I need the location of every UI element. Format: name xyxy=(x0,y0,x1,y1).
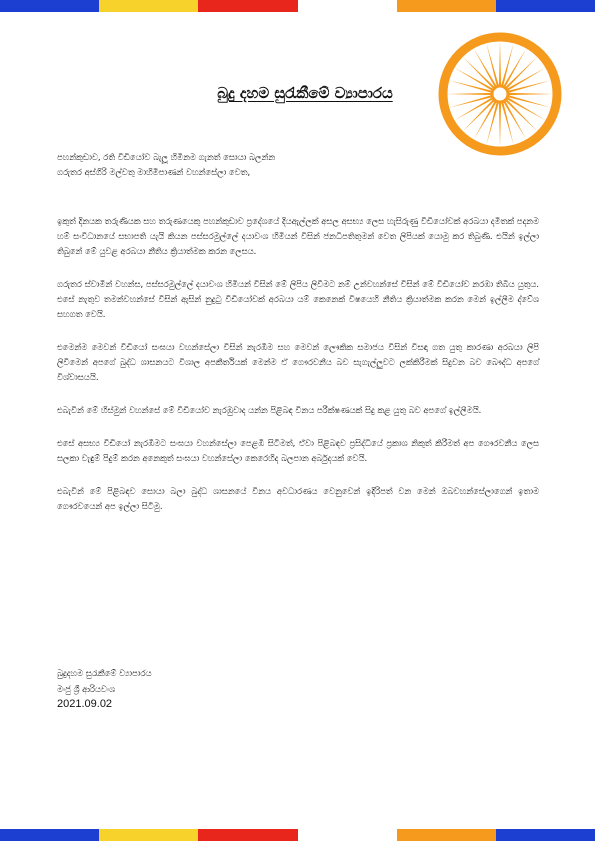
letter-paragraph: එබැවින් මේ හිස්මුන් වහන්සේ මේ වීඩියෝව නැරඹුවාද යන්න පිළිබඳ විනය පරීක්ෂණයක් සිදු කළ යුතු බව අපගේ ඉල්ලීමයි. xyxy=(57,405,482,415)
letter-salutation: ගරුතර අස්ගිරි මල්වතු මාහිමිපාණන් වහන්සේලා වෙත, xyxy=(57,167,251,177)
flag-stripe-yellow xyxy=(99,829,198,841)
letter-body xyxy=(57,150,539,514)
flag-stripe-white xyxy=(298,0,397,12)
flag-color-strip-bottom xyxy=(0,829,595,841)
letter-date: 2021.09.02 xyxy=(57,698,113,710)
letter-paragraph: එසේ අසභ්‍ය වීඩියෝ නැරඹීමට සංඝයා වහන්සේලා පෙළඹී සිටීමත්, ඒවා පිළිබඳව ප්‍රසිද්ධියේ ප්‍රකාශ නිකුත් කිරීමත් අප ගෞරවනීය ලෙස සලකා වැඳුම් පිදුම් කරන අනෙකුත් සංඝයා වහන්සේලා කෙරෙහිද බලපාන අර්බුදයක් වෙයි. xyxy=(57,438,539,463)
flag-stripe-orange xyxy=(397,829,496,841)
flag-stripe-white xyxy=(298,829,397,841)
flag-stripe-blue xyxy=(0,0,99,12)
letter-paragraph: ඉකුත් දිනයක තරුණියක සහ තරුණයෙකු පහන්කුඩාව ප්‍රදේශයේ දියඇල්ලක් අසල අසභ්‍ය ලෙස හැසිරුණු වීඩියෝවක් අරබයා දමිතක් පදනම හම් සංවිධානයේ සභාපති යැයි කියන පස්සරමුල්ලේ දයාවංශ හිමියන් විසින් ජනධිපතිතුමන් වෙත ලිපියක් යොමු කර තිබුණි. එයින් ඉල්ලා තිබුනේ මේ යුවළ අරබයා නීතිය ක්‍රියාත්මක කරන ලෙසය. xyxy=(57,216,539,256)
letter-paragraph: ගරුතර ස්වාමීන් වහන්ස, පස්සරමුල්ලේ දයාවංශ හිමියන් විසින් මේ ලිපිය ලිවීමට නම් උන්වහන්සේ විසින් මේ වීඩියෝව නරඹා තිබිය යුතුය. එසේ නැතුව තමන්වහන්සේ විසින් ඇසින් නුදුටු වීඩියෝවක් අරබයා යම් කෙනෙක් විෂයෙහි නීතිය ක්‍රියාත්මක කරන මෙන් ඉල්ලීම ද්වේශ සහගත වෙයි. xyxy=(57,279,539,319)
flag-stripe-red xyxy=(198,829,297,841)
dharma-chakra-icon xyxy=(438,32,562,156)
signature-name: මංජු ශ්‍රී ආරියවංශ xyxy=(57,683,116,694)
flag-color-strip-top xyxy=(0,0,595,12)
letter-paragraph: එබැවින් මේ පිළිබඳව සොයා බලා බුද්ධ ශාසනයේ විනය අවධාරණය වෙනුවෙන් ඉදිරිපත් වන මෙන් ඔබවහන්සේලාගෙන් ඉතාම ගෞරවයෙන් අප ඉල්ලා සිටිමු. xyxy=(57,486,539,511)
flag-stripe-red xyxy=(198,0,297,12)
flag-stripe-orange xyxy=(397,0,496,12)
flag-stripe-blue xyxy=(496,829,595,841)
page-title: බුදු දහම සුරැකීමේ ව්‍යාපාරය xyxy=(217,84,393,102)
flag-stripe-yellow xyxy=(99,0,198,12)
signature-organization: බුදුදහම සුරැකීමේ ව්‍යාපාරය xyxy=(57,668,152,678)
flag-stripe-blue xyxy=(0,829,99,841)
letter-subject: පහන්කුඩාව, රති වීඩියෝව බැලූ හිමිනම ගැනත් සොයා බලන්න xyxy=(57,152,276,162)
flag-stripe-blue xyxy=(496,0,595,12)
letter-paragraph: එමෙන්ම මෙවන් වීඩියෝ සංඝයා වහන්සේලා විසින් නැරඹීම සහ මෙවන් ලෞකික සමාජය විසින් විසඳා ගත යුතු කාරණා අරබයා ලිපි ලිවීමෙන් අපගේ බුද්ධ ශාසනයට විශාල අපකීර්තියක් මෙන්ම ඒ ගෞරවනීය බව සැගැල්ලුවට ලක්කිරීමක් සිදුවන බව බෞද්ධ අපගේ විශ්වාසයයි. xyxy=(57,342,539,382)
signature-block xyxy=(57,666,152,713)
